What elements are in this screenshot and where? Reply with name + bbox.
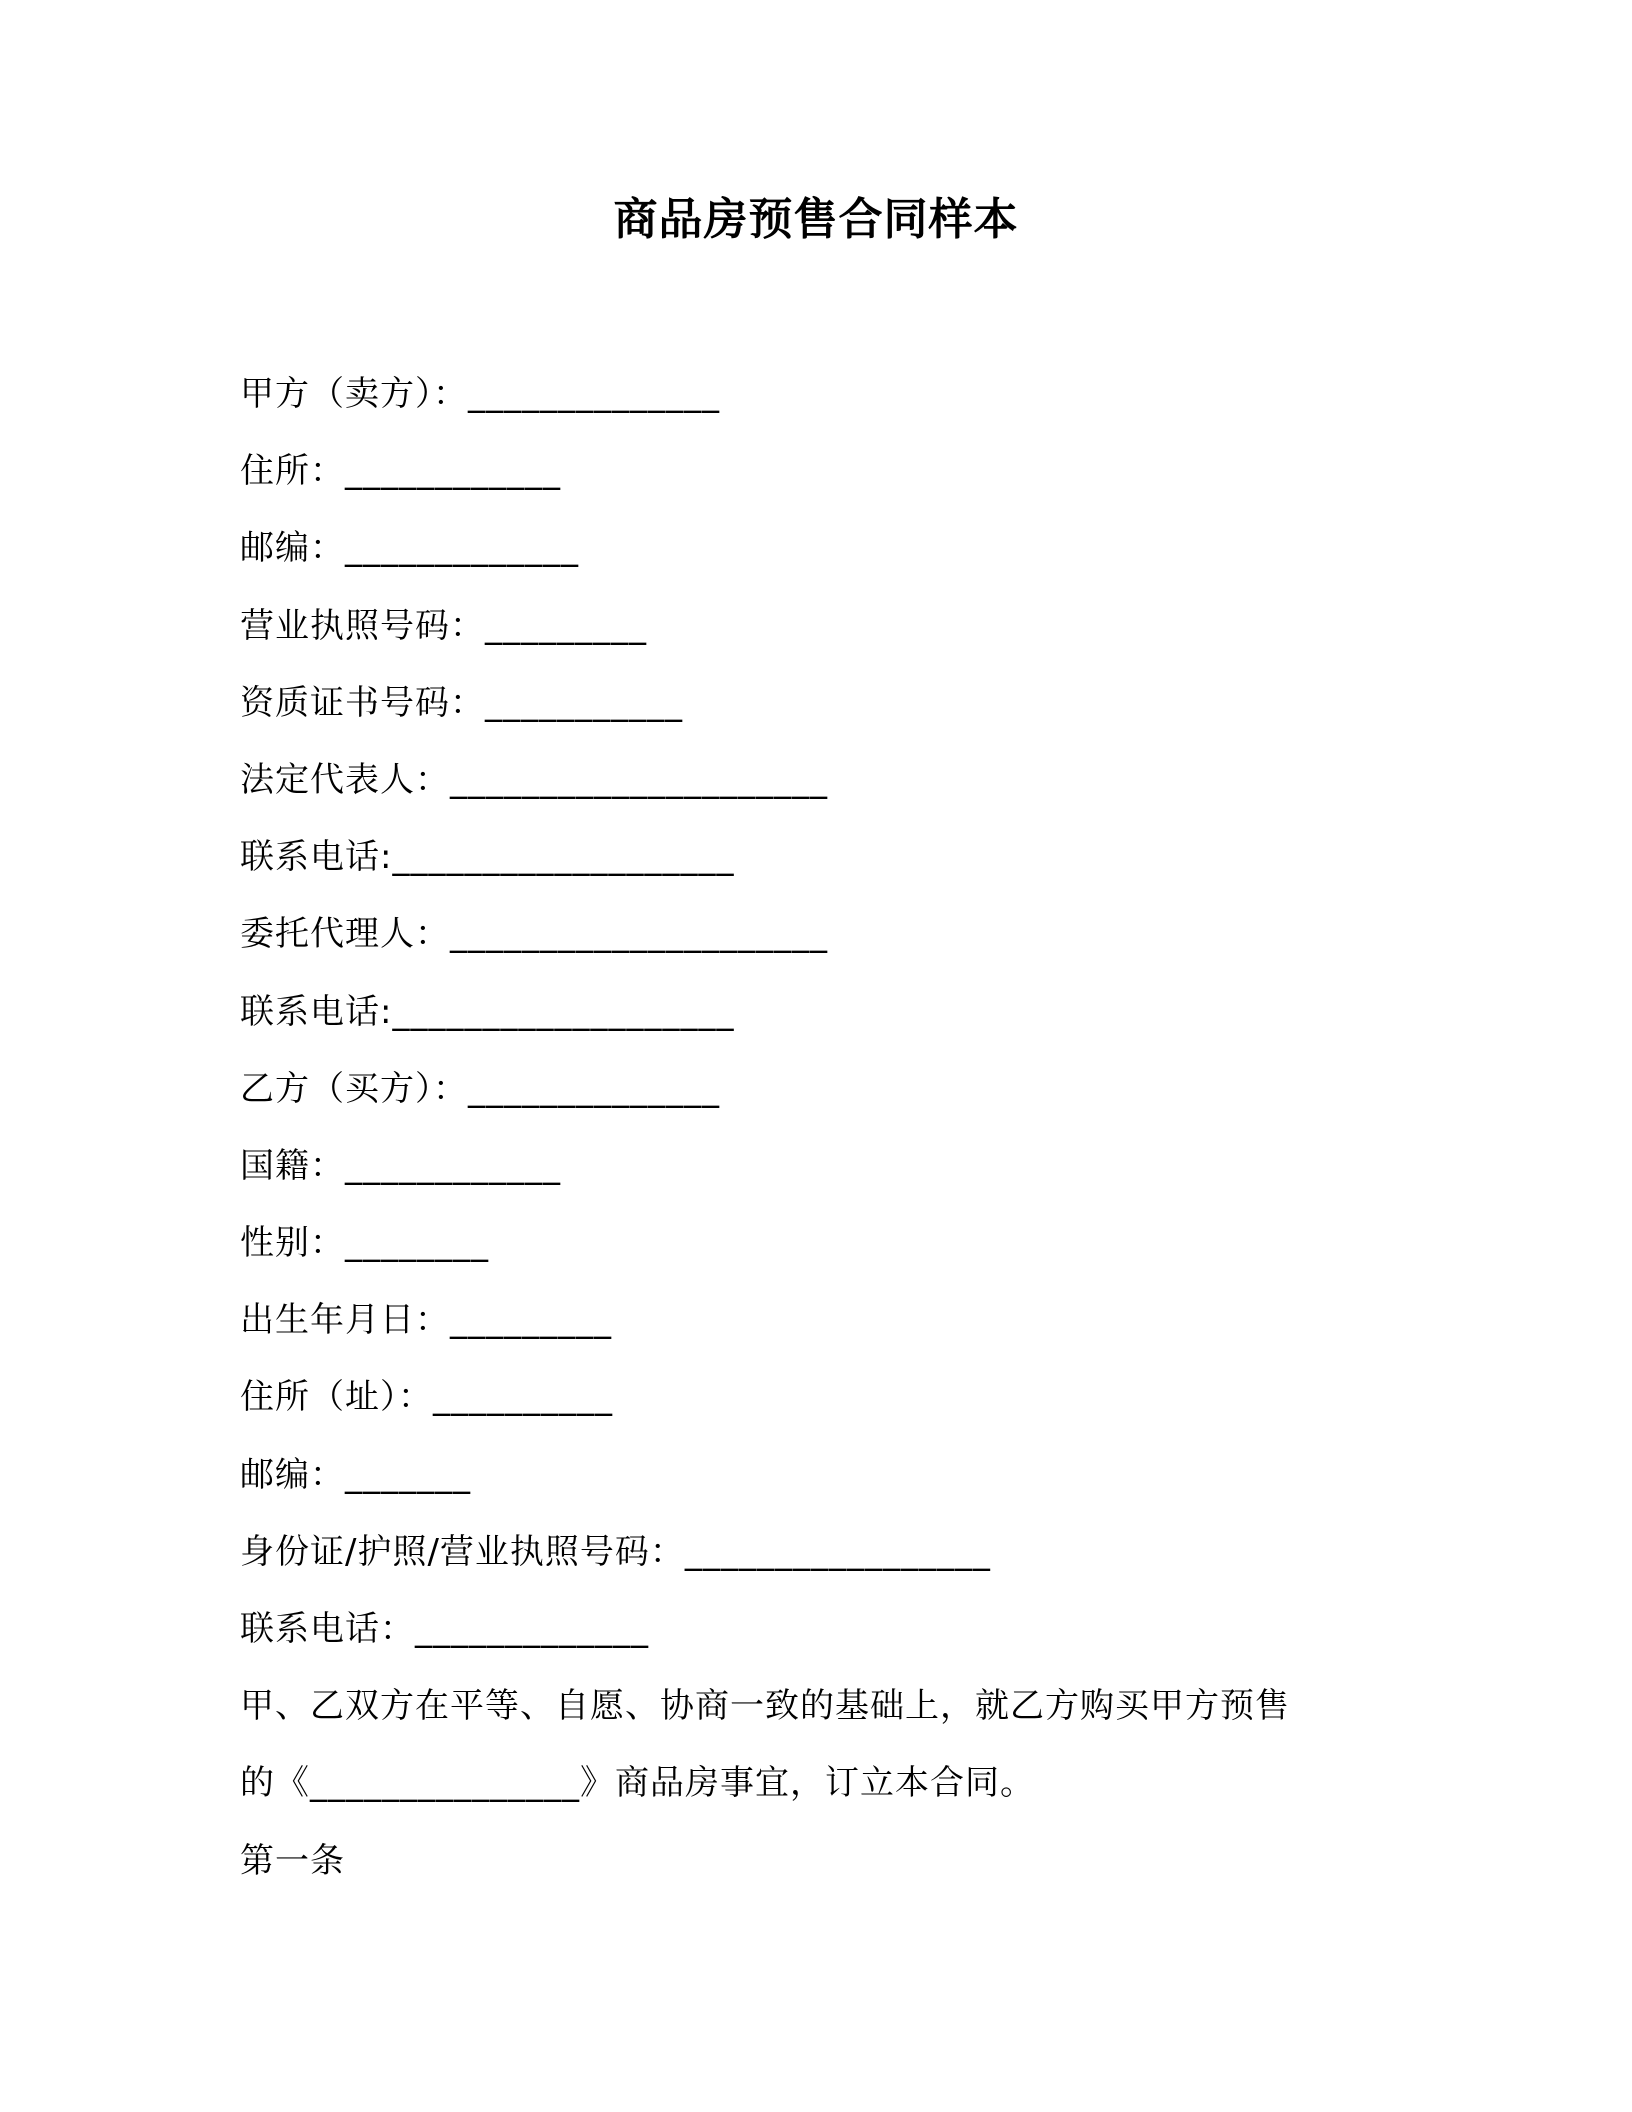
paragraph-text: 甲、乙双方在平等、自愿、协商一致的基础上，就乙方购买甲方预售	[240, 1686, 1290, 1727]
field-id-number	[240, 1522, 1440, 1599]
field-label: 联系电话：	[240, 1609, 415, 1649]
field-buyer-postcode	[240, 1445, 1440, 1522]
article-heading-text: 第一条	[240, 1840, 345, 1881]
article-heading	[240, 1831, 1440, 1908]
field-seller-address	[240, 441, 1440, 518]
paragraph-text: 的《_______________》商品房事宜，订立本合同。	[240, 1763, 1035, 1804]
field-blank: ____________	[345, 451, 561, 492]
field-blank: ______________	[468, 1068, 720, 1109]
field-buyer	[240, 1059, 1440, 1136]
field-buyer-phone	[240, 1599, 1440, 1676]
field-label: 邮编：	[240, 528, 345, 569]
field-blank: _________	[450, 1300, 612, 1341]
field-blank: ___________________	[392, 837, 735, 878]
field-seller	[240, 364, 1440, 441]
field-seller-postcode	[240, 518, 1440, 595]
field-blank: _____________________	[450, 914, 828, 955]
contract-body	[240, 364, 1440, 1908]
field-blank: ____________	[345, 1145, 561, 1186]
field-blank: _____________________	[450, 759, 828, 800]
field-business-license	[240, 596, 1440, 673]
field-label: 出生年月日：	[240, 1300, 450, 1341]
field-label: 住所：	[240, 451, 345, 492]
field-blank: ______________	[468, 374, 720, 414]
field-legal-rep	[240, 750, 1440, 827]
field-gender	[240, 1213, 1440, 1290]
field-label: 营业执照号码：	[240, 605, 485, 646]
field-label: 乙方（买方）：	[240, 1068, 468, 1109]
field-label: 身份证/护照/营业执照号码：	[240, 1531, 685, 1572]
field-blank: ________	[345, 1223, 489, 1264]
field-label: 邮编：	[240, 1454, 345, 1495]
field-blank: _______	[345, 1454, 471, 1495]
intro-paragraph-line-1	[240, 1676, 1440, 1753]
field-blank: ___________________	[392, 991, 735, 1032]
field-label: 法定代表人：	[240, 759, 450, 800]
field-seller-phone	[240, 827, 1440, 904]
field-label: 国籍：	[240, 1145, 345, 1186]
intro-paragraph-line-2	[240, 1753, 1440, 1830]
field-blank: ___________	[485, 682, 683, 723]
field-buyer-address	[240, 1367, 1440, 1444]
field-label: 资质证书号码：	[240, 682, 485, 723]
field-blank: _____________	[345, 528, 579, 569]
field-blank: _________	[485, 605, 647, 646]
field-agent	[240, 904, 1440, 981]
document-title: 商品房预售合同样本	[613, 194, 1019, 245]
field-label: 委托代理人：	[240, 914, 450, 955]
field-birthdate	[240, 1290, 1440, 1367]
field-blank: _________________	[684, 1531, 991, 1572]
field-qualification-cert	[240, 673, 1440, 750]
field-label: 性别：	[240, 1223, 345, 1264]
field-blank: _____________	[415, 1609, 649, 1649]
field-label: 联系电话:	[240, 837, 393, 878]
field-agent-phone	[240, 982, 1440, 1059]
field-blank: __________	[433, 1377, 613, 1418]
field-label: 甲方（卖方）：	[240, 374, 468, 414]
field-label: 住所（址）：	[240, 1377, 433, 1418]
field-label: 联系电话:	[240, 991, 393, 1032]
field-nationality	[240, 1136, 1440, 1213]
